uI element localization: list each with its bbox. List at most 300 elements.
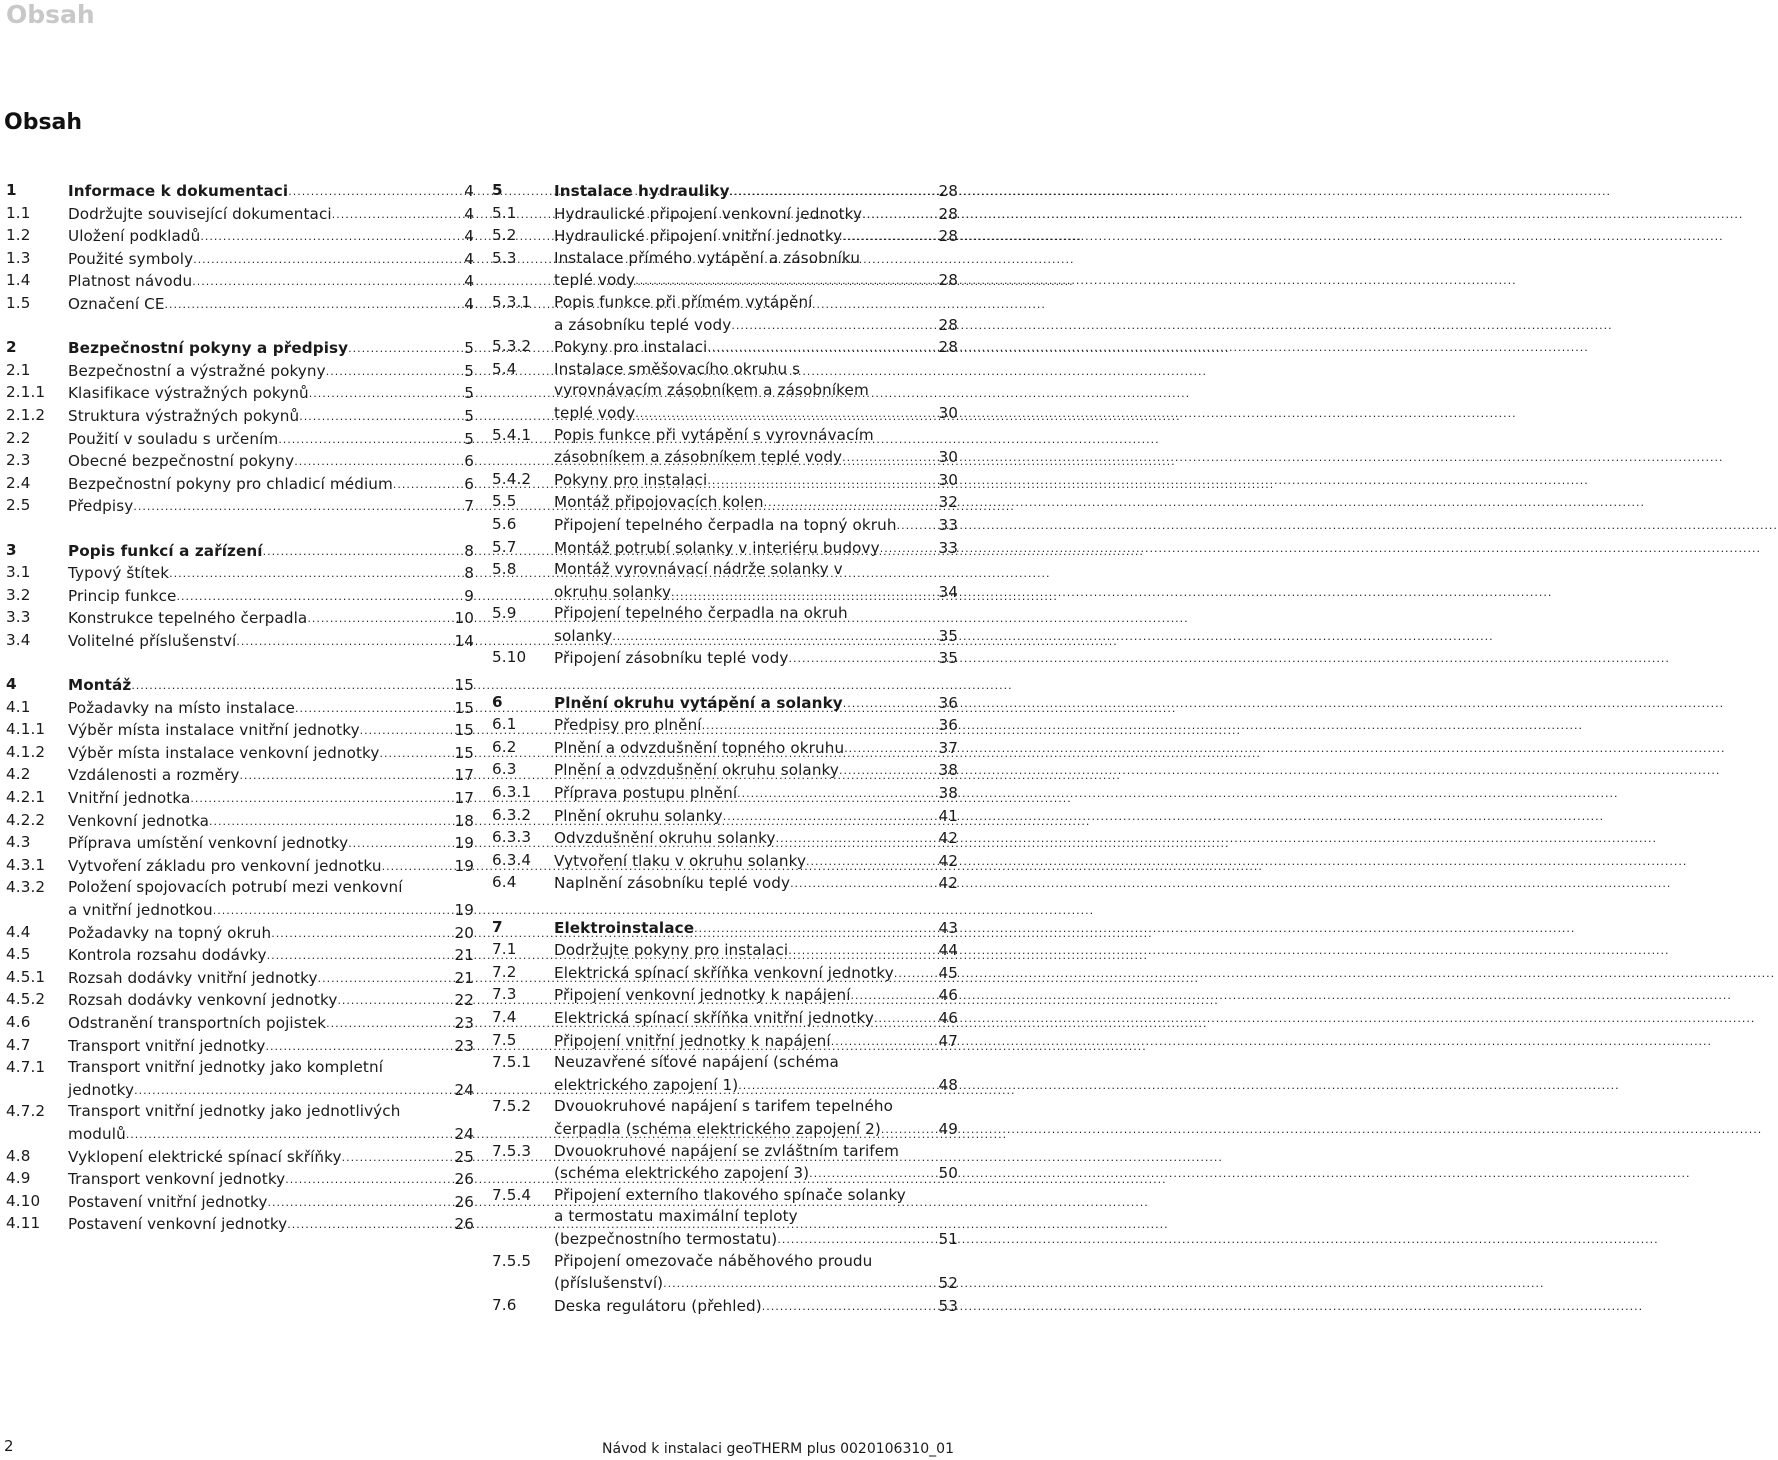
toc-entry[interactable]: [492, 491, 958, 514]
toc-entry-title: Pokyny pro instalaci: [554, 338, 708, 357]
toc-entry-title: Označení CE: [68, 294, 165, 313]
toc-entry-title: Popis funkcí a zařízení: [68, 541, 263, 560]
toc-entry-page: 41: [938, 806, 958, 825]
toc-entry-number: 2.1.1: [6, 383, 46, 402]
toc-entry[interactable]: [492, 692, 958, 715]
toc-entry-number: 4.8: [6, 1146, 31, 1165]
toc-entry-title: Předpisy pro plnění: [554, 716, 702, 735]
toc-entry[interactable]: [492, 737, 958, 760]
toc-entry[interactable]: [6, 1012, 474, 1035]
toc-entry-title: Dodržujte související dokumentaci: [68, 204, 332, 223]
toc-entry-page: 5: [464, 384, 474, 403]
toc-dot-leader: [271, 922, 453, 945]
toc-entry[interactable]: [6, 450, 474, 473]
toc-dot-leader: [380, 742, 454, 765]
toc-column-right: [492, 180, 958, 1317]
toc-dot-leader: [348, 832, 453, 855]
toc-entry[interactable]: [492, 805, 958, 828]
toc-entry-page: 10: [454, 609, 474, 628]
toc-entry-title: Hydraulické připojení venkovní jednotky: [554, 204, 863, 223]
toc-dot-leader: [831, 1030, 938, 1053]
toc-entry[interactable]: [492, 714, 958, 737]
toc-entry-page: 15: [454, 698, 474, 717]
toc-entry[interactable]: [6, 967, 474, 990]
toc-entry[interactable]: [492, 537, 958, 560]
toc-entry-title: a zásobníku teplé vody: [554, 315, 732, 334]
toc-dot-leader: [635, 402, 937, 425]
toc-entry-number: 1.1: [6, 203, 31, 222]
toc-entry-title: Položení spojovacích potrubí mezi venkovní: [68, 878, 403, 897]
toc-entry-number: 4.3.2: [6, 878, 46, 897]
toc-entry-title: čerpadla (schéma elektrického zapojení 2): [554, 1119, 881, 1138]
toc-entry-page: 15: [454, 676, 474, 695]
toc-entry[interactable]: [492, 203, 958, 226]
toc-entry-number: 4.1: [6, 697, 31, 716]
toc-entry-number: 4.7.2: [6, 1102, 46, 1121]
toc-entry-page: 22: [454, 991, 474, 1010]
toc-entry-number: 4.2: [6, 765, 31, 784]
toc-entry-number: 4.7.1: [6, 1058, 46, 1077]
toc-entry-title: Obecné bezpečnostní pokyny: [68, 452, 295, 471]
toc-entry[interactable]: [6, 203, 474, 226]
toc-entry-title: Připojení vnitřní jednotky k napájení: [554, 1031, 831, 1050]
toc-entry-page: 4: [464, 204, 474, 223]
toc-entry[interactable]: [6, 225, 474, 248]
toc-entry-title: Naplnění zásobníku teplé vody: [554, 874, 791, 893]
toc-entry[interactable]: [6, 674, 474, 697]
toc-entry-page: 24: [454, 1080, 474, 1099]
toc-entry-page: 17: [454, 789, 474, 808]
toc-dot-leader: [193, 248, 463, 271]
toc-entry-number: 6: [492, 692, 503, 711]
toc-entry-page: 26: [454, 1170, 474, 1189]
toc-dot-leader: [134, 1079, 453, 1102]
toc-entry-title: (bezpečnostního termostatu): [554, 1229, 778, 1248]
toc-entry[interactable]: [492, 1052, 958, 1096]
toc-entry-number: 7.2: [492, 962, 517, 981]
toc-entry-number: 7: [492, 917, 503, 936]
toc-entry-title: Bezpečnostní pokyny pro chladicí médium: [68, 474, 393, 493]
toc-entry-page: 52: [938, 1274, 958, 1293]
toc-entry-number: 6.3: [492, 760, 517, 779]
toc-entry-page: 5: [464, 429, 474, 448]
toc-entry-page: 15: [454, 743, 474, 762]
toc-entry[interactable]: [6, 607, 474, 630]
toc-entry[interactable]: [492, 425, 958, 469]
toc-dot-leader: [894, 962, 938, 985]
toc-entry-title: Pokyny pro instalaci: [554, 470, 708, 489]
toc-entry-title: Vzdálenosti a rozměry: [68, 766, 240, 785]
toc-entry-title: Konstrukce tepelného čerpadla: [68, 609, 308, 628]
toc-entry-number: 2.1.2: [6, 405, 46, 424]
toc-entry-title: jednotky: [68, 1080, 135, 1099]
toc-entry-page: 5: [464, 361, 474, 380]
toc-entry[interactable]: [492, 647, 958, 670]
toc-entry-page: 19: [454, 856, 474, 875]
toc-entry[interactable]: [492, 872, 958, 895]
toc-entry-page: 51: [938, 1229, 958, 1248]
toc-entry-page: 4: [464, 249, 474, 268]
toc-dot-leader: [723, 805, 938, 828]
toc-entry[interactable]: [492, 759, 958, 782]
toc-entry-title: Použití v souladu s určením: [68, 429, 279, 448]
toc-entry[interactable]: [6, 1101, 474, 1145]
toc-entry[interactable]: [6, 293, 474, 316]
toc-entry[interactable]: [6, 405, 474, 428]
toc-entry[interactable]: [6, 1213, 474, 1236]
toc-entry-page: 6: [464, 474, 474, 493]
toc-entry[interactable]: [492, 225, 958, 248]
toc-entry-title: Výběr místa instalace vnitřní jednotky: [68, 721, 360, 740]
toc-entry[interactable]: [492, 962, 958, 985]
toc-entry-page: 44: [938, 941, 958, 960]
toc-entry[interactable]: [6, 1146, 474, 1169]
toc-entry-number: 6.3.2: [492, 805, 532, 824]
toc-dot-leader: [764, 491, 938, 514]
footer-document-title: Návod k instalaci geoTHERM plus 0020106310_01: [602, 1441, 954, 1457]
toc-entry-page: 28: [938, 315, 958, 334]
toc-entry-title: Připojení venkovní jednotky k napájení: [554, 986, 851, 1005]
toc-entry-title: Bezpečnostní pokyny a předpisy: [68, 339, 349, 358]
toc-entry-number: 3.2: [6, 585, 31, 604]
toc-entry-number: 5.10: [492, 648, 527, 667]
toc-dot-leader: [265, 1035, 453, 1058]
toc-entry[interactable]: [492, 1295, 958, 1318]
toc-entry-title: Odvzdušnění okruhu solanky: [554, 829, 776, 848]
toc-entry[interactable]: [6, 989, 474, 1012]
toc-entry-title: Připojení tepelného čerpadla na topný okruh: [554, 515, 897, 534]
toc-dot-leader: [382, 855, 454, 878]
toc-entry-number: 1.3: [6, 248, 31, 267]
toc-entry-title: Elektrická spínací skříňka vnitřní jednotky: [554, 1008, 875, 1027]
toc-entry-title: Neuzavřené síťové napájení (schéma: [554, 1053, 839, 1072]
toc-dot-leader: [839, 759, 937, 782]
toc-entry-number: 5.4: [492, 359, 517, 378]
toc-entry[interactable]: [6, 428, 474, 451]
toc-dot-leader: [200, 225, 463, 248]
toc-entry-title: Instalace hydrauliky: [554, 182, 730, 200]
toc-entry[interactable]: [492, 1096, 958, 1140]
toc-entry-number: 7.5.3: [492, 1141, 532, 1160]
toc-entry-number: 7.5: [492, 1030, 517, 1049]
toc-entry-title: vyrovnávacím zásobníkem a zásobníkem: [554, 381, 869, 400]
toc-entry-number: 5.7: [492, 537, 517, 556]
toc-dot-leader: [612, 625, 937, 648]
toc-entry[interactable]: [6, 360, 474, 383]
toc-dot-leader: [307, 607, 453, 630]
toc-entry-number: 3.3: [6, 608, 31, 627]
toc-dot-leader: [874, 1007, 937, 1030]
toc-entry-title: Rozsah dodávky vnitřní jednotky: [68, 968, 318, 987]
toc-entry-number: 2.1: [6, 360, 31, 379]
toc-entry[interactable]: [6, 180, 474, 203]
toc-entry-number: 4.5.1: [6, 967, 46, 986]
toc-entry-title: Příprava postupu plnění: [554, 784, 738, 803]
toc-entry-title: Postavení vnitřní jednotky: [68, 1192, 268, 1211]
toc-entry-title: solanky: [554, 626, 613, 645]
toc-entry[interactable]: [6, 630, 474, 653]
toc-entry-number: 3.4: [6, 630, 31, 649]
toc-dot-leader: [789, 647, 938, 670]
toc-dot-leader: [694, 917, 937, 940]
toc-entry[interactable]: [6, 697, 474, 720]
toc-entry-title: Struktura výstražných pokynů: [68, 406, 300, 425]
toc-entry-title: zásobníkem a zásobníkem teplé vody: [554, 448, 843, 467]
toc-entry-title: okruhu solanky: [554, 582, 672, 601]
toc-entry[interactable]: [492, 336, 958, 359]
toc-dot-leader: [393, 473, 463, 496]
toc-dot-leader: [177, 585, 464, 608]
toc-entry-page: 38: [938, 761, 958, 780]
header-band: [0, 0, 960, 46]
toc-entry-page: 19: [454, 834, 474, 853]
toc-entry[interactable]: [6, 585, 474, 608]
toc-entry-page: 38: [938, 784, 958, 803]
toc-entry-page: 28: [938, 182, 958, 200]
toc-entry[interactable]: [6, 337, 474, 360]
toc-entry[interactable]: [6, 540, 474, 563]
toc-entry-number: 7.5.1: [492, 1053, 532, 1072]
toc-entry-title: Vytvoření základu pro venkovní jednotku: [68, 856, 382, 875]
toc-entry-title: Plnění okruhu vytápění a solanky: [554, 693, 843, 712]
toc-entry-title: Postavení venkovní jednotky: [68, 1215, 288, 1234]
toc-entry[interactable]: [492, 1030, 958, 1053]
toc-entry[interactable]: [492, 1251, 958, 1295]
toc-entry-number: 4.3.1: [6, 855, 46, 874]
toc-entry-title: Připojení omezovače náběhového proudu: [554, 1251, 873, 1270]
toc-entry[interactable]: [6, 742, 474, 765]
toc-entry-number: 4.2.2: [6, 810, 46, 829]
toc-entry[interactable]: [6, 270, 474, 293]
toc-dot-leader: [332, 203, 464, 226]
toc-entry-number: 5.6: [492, 514, 517, 533]
toc-entry[interactable]: [492, 1185, 958, 1251]
toc-dot-leader: [707, 336, 937, 359]
toc-dot-leader: [707, 469, 937, 492]
toc-dot-leader: [635, 269, 937, 292]
toc-entry-page: 30: [938, 448, 958, 467]
toc-entry-page: 28: [938, 227, 958, 246]
toc-entry[interactable]: [492, 984, 958, 1007]
toc-entry-title: Transport vnitřní jednotky jako kompletní: [68, 1058, 384, 1077]
toc-entry-page: 20: [454, 923, 474, 942]
toc-entry[interactable]: [6, 787, 474, 810]
page-title: Obsah: [4, 110, 83, 135]
toc-entry[interactable]: [6, 810, 474, 833]
toc-entry[interactable]: [6, 944, 474, 967]
toc-dot-leader: [318, 967, 454, 990]
toc-entry-title: Montáž vyrovnávací nádrže solanky v: [554, 560, 843, 579]
toc-entry-number: 5.3: [492, 248, 517, 267]
toc-entry-title: modulů: [68, 1124, 126, 1143]
toc-entry-page: 53: [938, 1296, 958, 1315]
toc-dot-leader: [777, 1228, 937, 1251]
toc-entry-title: Hydraulické připojení vnitřní jednotky: [554, 227, 843, 246]
toc-entry[interactable]: [492, 1141, 958, 1185]
toc-entry-page: 28: [938, 338, 958, 357]
toc-entry-page: 37: [938, 738, 958, 757]
toc-entry-number: 6.2: [492, 737, 517, 756]
toc-entry-page: 46: [938, 986, 958, 1005]
toc-entry-title: teplé vody: [554, 403, 636, 422]
toc-entry-page: 30: [938, 403, 958, 422]
toc-dot-leader: [790, 872, 937, 895]
toc-entry-number: 2.2: [6, 428, 31, 447]
toc-dot-leader: [299, 405, 463, 428]
toc-dot-leader: [730, 180, 938, 203]
toc-entry-title: Požadavky na topný okruh: [68, 923, 272, 942]
toc-dot-leader: [267, 1191, 453, 1214]
toc-entry[interactable]: [6, 1168, 474, 1191]
toc-entry-title: Bezpečnostní a výstražné pokyny: [68, 361, 326, 380]
toc-entry-title: Deska regulátoru (přehled): [554, 1296, 762, 1315]
toc-entry-number: 6.3.3: [492, 828, 532, 847]
footer-page-number: 2: [4, 1437, 14, 1455]
toc-entry[interactable]: [492, 782, 958, 805]
toc-entry-title: Elektrická spínací skříňka venkovní jednotky: [554, 963, 894, 982]
toc-entry-title: Příprava umístění venkovní jednotky: [68, 834, 349, 853]
toc-entry-number: 4.6: [6, 1012, 31, 1031]
toc-entry[interactable]: [492, 603, 958, 647]
toc-entry-title: Rozsah dodávky venkovní jednotky: [68, 991, 338, 1010]
toc-entry[interactable]: [492, 248, 958, 292]
toc-entry[interactable]: [492, 939, 958, 962]
toc-dot-leader: [843, 692, 938, 715]
toc-dot-leader: [131, 674, 453, 697]
toc-entry[interactable]: [6, 473, 474, 496]
toc-dot-leader: [294, 450, 463, 473]
toc-entry-page: 24: [454, 1124, 474, 1143]
toc-entry[interactable]: [6, 877, 474, 921]
toc-entry-page: 35: [938, 649, 958, 668]
toc-entry[interactable]: [492, 827, 958, 850]
toc-entry-page: 8: [464, 564, 474, 583]
toc-entry-title: (příslušenství): [554, 1274, 664, 1293]
toc-entry-page: 5: [464, 339, 474, 358]
toc-dot-leader: [236, 630, 453, 653]
toc-entry-title: Instalace směšovacího okruhu s: [554, 359, 801, 378]
toc-entry-number: 4.1.2: [6, 742, 46, 761]
toc-entry-number: 6.1: [492, 715, 517, 734]
toc-entry[interactable]: [6, 1191, 474, 1214]
toc-entry-title: Požadavky na místo instalace: [68, 698, 295, 717]
toc-entry-title: Vyklopení elektrické spínací skříňky: [68, 1147, 342, 1166]
toc-entry[interactable]: [6, 1057, 474, 1101]
toc-dot-leader: [133, 495, 463, 518]
toc-entry-number: 6.4: [492, 873, 517, 892]
toc-entry-number: 5.3.2: [492, 337, 532, 356]
toc-entry[interactable]: [492, 559, 958, 603]
toc-entry[interactable]: [492, 917, 958, 940]
toc-dot-leader: [881, 1118, 938, 1141]
toc-entry[interactable]: [492, 469, 958, 492]
toc-entry[interactable]: [492, 359, 958, 425]
toc-entry-number: 4.3: [6, 833, 31, 852]
toc-entry-number: 5.1: [492, 203, 517, 222]
toc-dot-leader: [190, 787, 453, 810]
toc-entry-page: 14: [454, 631, 474, 650]
toc-entry-page: 15: [454, 721, 474, 740]
toc-entry-page: 5: [464, 406, 474, 425]
toc-entry-number: 4.1.1: [6, 720, 46, 739]
toc-entry-page: 9: [464, 586, 474, 605]
toc-entry-number: 5: [492, 181, 503, 199]
toc-entry[interactable]: [6, 1035, 474, 1058]
toc-entry-number: 3.1: [6, 563, 31, 582]
toc-dot-leader: [209, 810, 453, 833]
toc-entry[interactable]: [492, 292, 958, 336]
toc-entry[interactable]: [6, 248, 474, 271]
toc-entry-title: Předpisy: [68, 497, 134, 516]
toc-entry[interactable]: [6, 382, 474, 405]
toc-dot-leader: [165, 293, 464, 316]
toc-entry[interactable]: [492, 514, 958, 537]
toc-entry-page: 6: [464, 452, 474, 471]
toc-entry-number: 7.3: [492, 985, 517, 1004]
toc-dot-leader: [287, 1213, 453, 1236]
toc-entry[interactable]: [6, 562, 474, 585]
toc-entry[interactable]: [6, 719, 474, 742]
toc-dot-leader: [844, 737, 937, 760]
toc-entry-page: 33: [938, 538, 958, 557]
toc-entry-title: Kontrola rozsahu dodávky: [68, 946, 267, 965]
toc-entry-title: a termostatu maximální teploty: [554, 1207, 798, 1226]
toc-dot-leader: [309, 382, 463, 405]
toc-entry-page: 26: [454, 1192, 474, 1211]
toc-dot-leader: [192, 270, 463, 293]
toc-entry-page: 28: [938, 204, 958, 223]
header-title: Obsah: [6, 0, 95, 29]
toc-entry[interactable]: [492, 850, 958, 873]
toc-dot-leader: [126, 1123, 454, 1146]
toc-entry-page: 25: [454, 1147, 474, 1166]
toc-entry-page: 36: [938, 693, 958, 712]
toc-entry-page: 35: [938, 626, 958, 645]
toc-entry-page: 21: [454, 968, 474, 987]
toc-entry-number: 4.5.2: [6, 990, 46, 1009]
toc-dot-leader: [288, 180, 463, 203]
toc-entry-title: Uložení podkladů: [68, 227, 201, 246]
toc-entry-title: Elektroinstalace: [554, 918, 695, 937]
toc-entry-page: 45: [938, 963, 958, 982]
toc-entry[interactable]: [492, 180, 958, 203]
toc-entry-number: 4.9: [6, 1169, 31, 1188]
toc-entry-number: 2.5: [6, 496, 31, 515]
toc-entry[interactable]: [6, 855, 474, 878]
toc-entry-page: 34: [938, 582, 958, 601]
toc-dot-leader: [702, 714, 938, 737]
toc-entry[interactable]: [6, 495, 474, 518]
toc-entry-page: 4: [464, 182, 474, 200]
toc-entry[interactable]: [6, 832, 474, 855]
toc-entry-title: Transport vnitřní jednotky jako jednotlivých: [68, 1102, 401, 1121]
toc-entry-page: 17: [454, 766, 474, 785]
toc-dot-leader: [738, 1074, 937, 1097]
toc-entry[interactable]: [492, 1007, 958, 1030]
toc-entry-page: 23: [454, 1013, 474, 1032]
toc-dot-leader: [169, 562, 463, 585]
toc-entry-number: 4.7: [6, 1035, 31, 1054]
toc-entry[interactable]: [6, 922, 474, 945]
toc-entry-number: 5.4.1: [492, 425, 532, 444]
toc-entry-number: 2.3: [6, 451, 31, 470]
toc-dot-leader: [278, 428, 463, 451]
toc-dot-leader: [880, 537, 938, 560]
toc-entry[interactable]: [6, 764, 474, 787]
toc-entry-title: Připojení tepelného čerpadla na okruh: [554, 604, 848, 623]
toc-dot-leader: [663, 1272, 937, 1295]
toc-entry-number: 4.4: [6, 922, 31, 941]
